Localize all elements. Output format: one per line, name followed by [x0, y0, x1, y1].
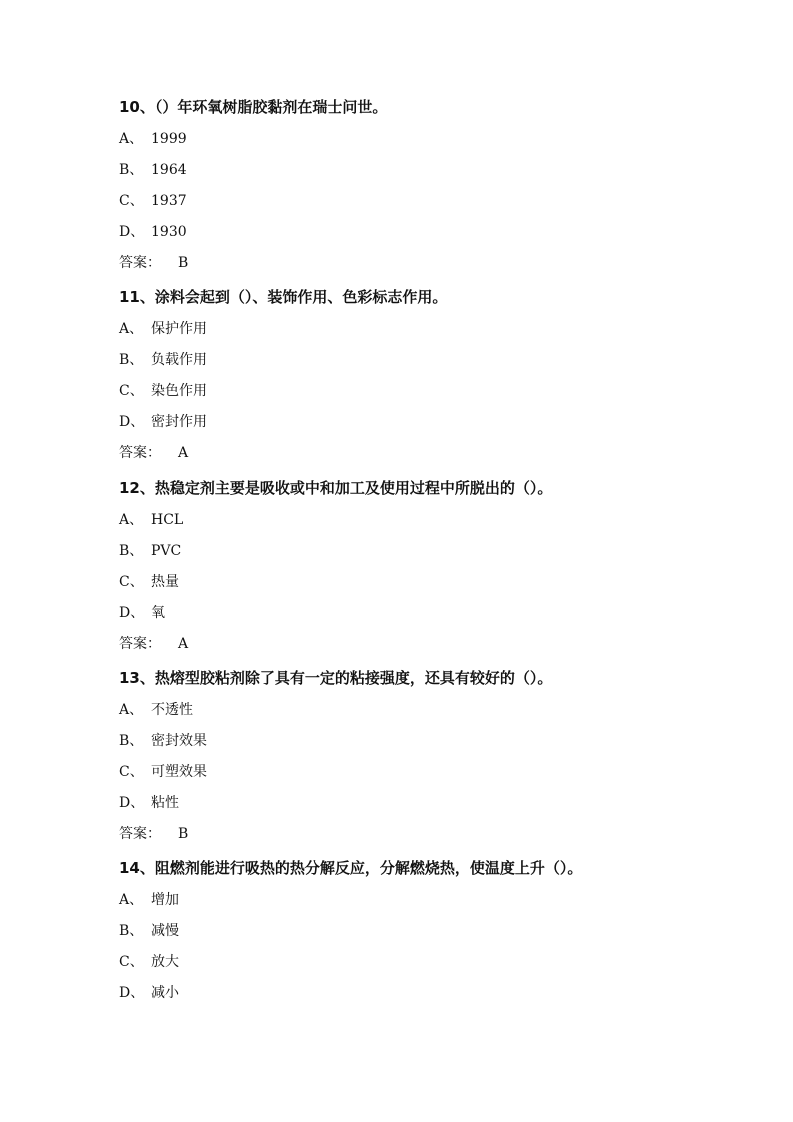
option-text: HCL: [151, 512, 184, 528]
option-b: [119, 542, 759, 560]
option-a: [119, 511, 759, 529]
option-d: [119, 794, 759, 812]
option-text: 减小: [151, 985, 179, 1001]
option-letter: B、: [119, 162, 144, 178]
option-text: 氧: [151, 605, 165, 621]
option-text: 可塑效果: [151, 764, 207, 780]
option-letter: D、: [119, 795, 145, 811]
option-c: [119, 953, 759, 971]
option-text: 密封效果: [151, 733, 207, 749]
answer-value: A: [178, 445, 189, 461]
option-letter: D、: [119, 414, 145, 430]
option-b: [119, 351, 759, 369]
option-text: 1937: [151, 193, 187, 209]
option-text: 增加: [151, 892, 179, 908]
option-d: [119, 413, 759, 431]
option-text: 1999: [151, 131, 187, 147]
option-letter: C、: [119, 764, 144, 780]
option-b: [119, 161, 759, 179]
option-text: 减慢: [151, 923, 179, 939]
option-c: [119, 763, 759, 781]
option-d: [119, 984, 759, 1002]
option-text: 放大: [151, 954, 179, 970]
answer-value: B: [178, 255, 189, 271]
question-title: 13、热熔型胶粘剂除了具有一定的粘接强度，还具有较好的（）。: [119, 669, 553, 687]
option-a: [119, 891, 759, 909]
answer-label: 答案：: [119, 445, 161, 461]
option-letter: B、: [119, 352, 144, 368]
option-a: [119, 130, 759, 148]
question-title: 10、（）年环氧树脂胶黏剂在瑞士问世。: [119, 98, 388, 116]
answer-line: [119, 444, 759, 462]
answer-line: [119, 254, 759, 272]
option-letter: A、: [119, 892, 144, 908]
option-text: 1964: [151, 162, 187, 178]
option-letter: B、: [119, 923, 144, 939]
option-a: [119, 701, 759, 719]
question-14: [119, 859, 759, 1002]
option-c: [119, 573, 759, 591]
option-letter: D、: [119, 605, 145, 621]
question-13: [119, 669, 759, 843]
option-letter: A、: [119, 131, 144, 147]
option-a: [119, 320, 759, 338]
option-c: [119, 192, 759, 210]
option-letter: A、: [119, 321, 144, 337]
option-letter: D、: [119, 224, 145, 240]
question-title: 11、涂料会起到（）、装饰作用、色彩标志作用。: [119, 288, 448, 306]
question-title: 12、热稳定剂主要是吸收或中和加工及使用过程中所脱出的（）。: [119, 479, 553, 497]
option-text: 负载作用: [151, 352, 207, 368]
option-text: 热量: [151, 574, 179, 590]
option-letter: C、: [119, 574, 144, 590]
answer-label: 答案：: [119, 636, 161, 652]
option-text: 保护作用: [151, 321, 207, 337]
answer-value: B: [178, 826, 189, 842]
option-letter: A、: [119, 512, 144, 528]
answer-line: [119, 635, 759, 653]
option-letter: C、: [119, 193, 144, 209]
answer-label: 答案：: [119, 826, 161, 842]
question-12: [119, 479, 759, 653]
option-text: 密封作用: [151, 414, 207, 430]
option-text: 1930: [151, 224, 187, 240]
option-text: 染色作用: [151, 383, 207, 399]
option-letter: A、: [119, 702, 144, 718]
option-text: PVC: [151, 543, 182, 559]
option-letter: B、: [119, 543, 144, 559]
option-d: [119, 604, 759, 622]
option-letter: B、: [119, 733, 144, 749]
option-text: 粘性: [151, 795, 179, 811]
option-b: [119, 922, 759, 940]
option-d: [119, 223, 759, 241]
option-c: [119, 382, 759, 400]
option-letter: D、: [119, 985, 145, 1001]
answer-label: 答案：: [119, 255, 161, 271]
option-text: 不透性: [151, 702, 193, 718]
question-11: [119, 288, 759, 462]
question-title: 14、阻燃剂能进行吸热的热分解反应，分解燃烧热，使温度上升（）。: [119, 859, 583, 877]
option-letter: C、: [119, 954, 144, 970]
answer-value: A: [178, 636, 189, 652]
question-10: [119, 98, 759, 272]
option-b: [119, 732, 759, 750]
answer-line: [119, 825, 759, 843]
option-letter: C、: [119, 383, 144, 399]
